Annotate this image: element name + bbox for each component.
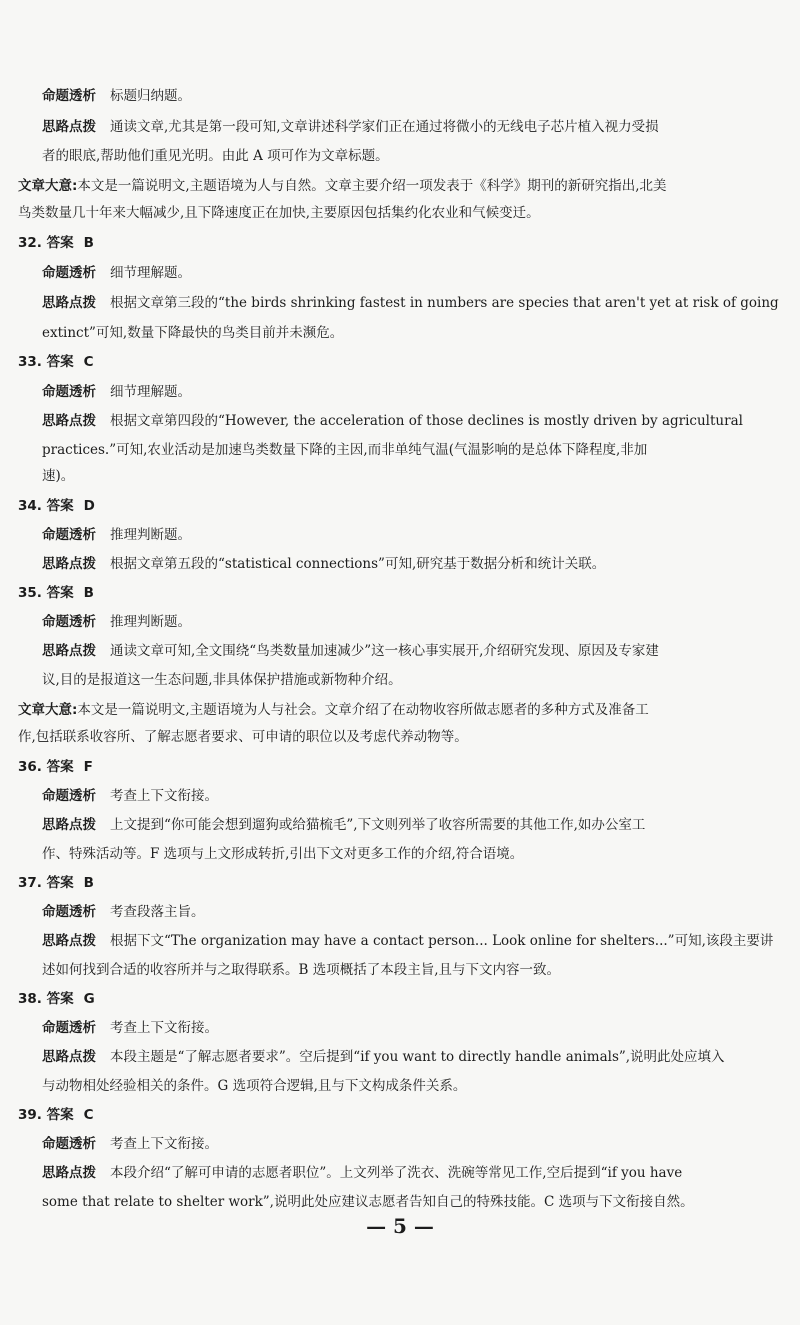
hint-label: 思路点拨 bbox=[42, 933, 96, 949]
analysis-label: 命题透析 bbox=[42, 614, 96, 630]
analysis-label: 命题透析 bbox=[42, 1136, 96, 1152]
hint-text: 述如何找到合适的收容所并与之取得联系。B 选项概括了本段主旨,且与下文内容一致。 bbox=[42, 962, 561, 978]
summary-continuation bbox=[18, 727, 468, 747]
analysis-text: 考查上下文衔接。 bbox=[110, 1136, 218, 1152]
hint-text: some that relate to shelter work”,说明此处应建议志愿者告知自己的特殊技能。C 选项与下文衔接自然。 bbox=[42, 1194, 694, 1210]
answer-number: 32. 答案 bbox=[18, 235, 74, 251]
answer-row-38 bbox=[18, 989, 95, 1009]
answer-number: 37. 答案 bbox=[18, 875, 74, 891]
hint-label: 思路点拨 bbox=[42, 295, 96, 311]
hint-text: 议,目的是报道这一生态问题,非具体保护措施或新物种介绍。 bbox=[42, 672, 402, 688]
analysis-row bbox=[42, 1134, 218, 1154]
hint-text: 本段介绍“了解可申请的志愿者职位”。上文列举了洗衣、洗碗等常见工作,空后提到“if you have bbox=[110, 1165, 683, 1181]
answer-row-34 bbox=[18, 496, 95, 516]
hint-continuation bbox=[42, 323, 343, 343]
hint-text: 作、特殊活动等。F 选项与上文形成转折,引出下文对更多工作的介绍,符合语境。 bbox=[42, 846, 524, 862]
summary-row bbox=[18, 700, 649, 720]
page-number: — 5 — bbox=[366, 1214, 434, 1238]
answer-number: 33. 答案 bbox=[18, 354, 74, 370]
summary-label: 文章大意: bbox=[18, 702, 78, 718]
hint-continuation bbox=[42, 1076, 466, 1096]
hint-text: 者的眼底,帮助他们重见光明。由此 A 项可作为文章标题。 bbox=[42, 148, 389, 164]
summary-row bbox=[18, 176, 667, 196]
hint-text: 根据文章第三段的“the birds shrinking fastest in numbers are species that aren't yet at risk of going bbox=[110, 295, 779, 311]
summary-text: 鸟类数量几十年来大幅减少,且下降速度正在加快,主要原因包括集约化农业和气候变迁。 bbox=[18, 205, 540, 221]
hint-label: 思路点拨 bbox=[42, 817, 96, 833]
hint-text: 速)。 bbox=[42, 468, 75, 484]
analysis-text: 考查上下文衔接。 bbox=[110, 788, 218, 804]
analysis-row bbox=[42, 382, 191, 402]
hint-row bbox=[42, 117, 659, 137]
analysis-text: 考查段落主旨。 bbox=[110, 904, 205, 920]
hint-row bbox=[42, 815, 645, 835]
hint-row bbox=[42, 554, 605, 574]
answer-value: B bbox=[83, 235, 94, 251]
answer-row-39 bbox=[18, 1105, 94, 1125]
analysis-row bbox=[42, 86, 191, 106]
hint-continuation bbox=[42, 1192, 694, 1212]
summary-label: 文章大意: bbox=[18, 178, 78, 194]
hint-text: 根据下文“The organization may have a contact person... Look online for shelters...”可知,该段主要讲 bbox=[110, 933, 774, 949]
answer-number: 36. 答案 bbox=[18, 759, 74, 775]
hint-text: 与动物相处经验相关的条件。G 选项符合逻辑,且与下文构成条件关系。 bbox=[42, 1078, 467, 1094]
answer-value: F bbox=[83, 759, 93, 775]
hint-row bbox=[42, 641, 659, 661]
answer-row-33 bbox=[18, 352, 94, 372]
analysis-text: 细节理解题。 bbox=[110, 384, 191, 400]
hint-text: 通读文章可知,全文围绕“鸟类数量加速减少”这一核心事实展开,介绍研究发现、原因及专家建 bbox=[110, 643, 659, 659]
answer-value: C bbox=[83, 354, 94, 370]
summary-text: 本文是一篇说明文,主题语境为人与社会。文章介绍了在动物收容所做志愿者的多种方式及准备工 bbox=[77, 702, 649, 718]
hint-label: 思路点拨 bbox=[42, 643, 96, 659]
summary-text: 作,包括联系收容所、了解志愿者要求、可申请的职位以及考虑代养动物等。 bbox=[18, 729, 468, 745]
analysis-label: 命题透析 bbox=[42, 384, 96, 400]
analysis-label: 命题透析 bbox=[42, 527, 96, 543]
analysis-row bbox=[42, 1018, 218, 1038]
answer-value: B bbox=[83, 585, 94, 601]
hint-label: 思路点拨 bbox=[42, 119, 96, 135]
hint-continuation bbox=[42, 670, 402, 690]
answer-value: G bbox=[83, 991, 95, 1007]
analysis-text: 标题归纳题。 bbox=[110, 88, 191, 104]
hint-row bbox=[42, 293, 779, 313]
hint-row bbox=[42, 1163, 682, 1183]
answer-number: 34. 答案 bbox=[18, 498, 74, 514]
analysis-text: 推理判断题。 bbox=[110, 614, 191, 630]
hint-label: 思路点拨 bbox=[42, 1049, 96, 1065]
answer-value: B bbox=[83, 875, 94, 891]
answer-row-37 bbox=[18, 873, 94, 893]
answer-value: D bbox=[83, 498, 95, 514]
analysis-row bbox=[42, 902, 205, 922]
hint-row bbox=[42, 411, 743, 431]
answer-value: C bbox=[83, 1107, 94, 1123]
analysis-label: 命题透析 bbox=[42, 904, 96, 920]
analysis-row bbox=[42, 612, 191, 632]
analysis-row bbox=[42, 786, 218, 806]
analysis-text: 推理判断题。 bbox=[110, 527, 191, 543]
analysis-text: 细节理解题。 bbox=[110, 265, 191, 281]
hint-text: 根据文章第四段的“However, the acceleration of those declines is mostly driven by agricultural bbox=[110, 413, 743, 429]
hint-label: 思路点拨 bbox=[42, 556, 96, 572]
hint-continuation bbox=[42, 960, 560, 980]
analysis-row bbox=[42, 263, 191, 283]
hint-continuation bbox=[42, 440, 647, 460]
hint-row bbox=[42, 931, 773, 951]
summary-text: 本文是一篇说明文,主题语境为人与自然。文章主要介绍一项发表于《科学》期刊的新研究指出,北美 bbox=[77, 178, 667, 194]
hint-continuation bbox=[42, 146, 389, 166]
analysis-label: 命题透析 bbox=[42, 1020, 96, 1036]
hint-text: 本段主题是“了解志愿者要求”。空后提到“if you want to directly handle animals”,说明此处应填入 bbox=[110, 1049, 725, 1065]
hint-row bbox=[42, 1047, 725, 1067]
summary-continuation bbox=[18, 203, 540, 223]
answer-number: 38. 答案 bbox=[18, 991, 74, 1007]
hint-label: 思路点拨 bbox=[42, 413, 96, 429]
answer-row-36 bbox=[18, 757, 93, 777]
hint-continuation bbox=[42, 844, 523, 864]
hint-text: extinct”可知,数量下降最快的鸟类目前并未濒危。 bbox=[42, 325, 344, 341]
analysis-label: 命题透析 bbox=[42, 88, 96, 104]
answer-number: 35. 答案 bbox=[18, 585, 74, 601]
hint-text: 根据文章第五段的“statistical connections”可知,研究基于数据分析和统计关联。 bbox=[110, 556, 606, 572]
hint-label: 思路点拨 bbox=[42, 1165, 96, 1181]
hint-text: 通读文章,尤其是第一段可知,文章讲述科学家们正在通过将微小的无线电子芯片植入视力受损 bbox=[110, 119, 659, 135]
answer-row-32 bbox=[18, 233, 94, 253]
analysis-row bbox=[42, 525, 191, 545]
analysis-label: 命题透析 bbox=[42, 265, 96, 281]
hint-text: practices.”可知,农业活动是加速鸟类数量下降的主因,而非单纯气温(气温影响的是总体下降程度,非加 bbox=[42, 442, 648, 458]
answer-row-35 bbox=[18, 583, 94, 603]
analysis-text: 考查上下文衔接。 bbox=[110, 1020, 218, 1036]
hint-continuation bbox=[42, 466, 74, 486]
analysis-label: 命题透析 bbox=[42, 788, 96, 804]
answer-number: 39. 答案 bbox=[18, 1107, 74, 1123]
hint-text: 上文提到“你可能会想到遛狗或给猫梳毛”,下文则列举了收容所需要的其他工作,如办公室工 bbox=[110, 817, 646, 833]
